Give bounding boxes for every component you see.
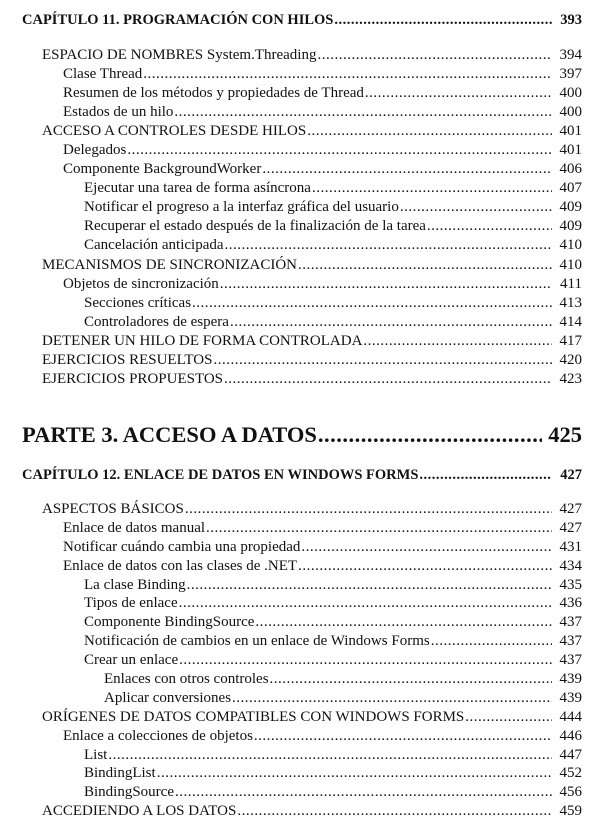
toc-entry xyxy=(42,160,582,179)
toc-entry xyxy=(42,351,582,370)
chapter-title: CAPÍTULO 12. ENLACE DE DATOS EN WINDOWS FORMS xyxy=(22,467,419,483)
page-number: 394 xyxy=(559,47,582,63)
toc-entry xyxy=(42,651,582,670)
dot-leader xyxy=(400,198,552,217)
toc-entry xyxy=(42,198,582,217)
page-number: 437 xyxy=(559,633,582,650)
entry-title: BindingSource xyxy=(84,784,174,801)
entry-title: ACCEDIENDO A LOS DATOS xyxy=(42,803,237,820)
toc-entry xyxy=(42,103,582,122)
entry-title: Controladores de espera xyxy=(84,313,229,330)
page-number: 452 xyxy=(559,765,582,782)
dot-leader xyxy=(108,746,552,765)
toc-entry xyxy=(42,370,582,389)
entry-title: Cancelación anticipada xyxy=(84,237,224,254)
page-number: 393 xyxy=(560,12,582,28)
dot-leader xyxy=(232,689,552,708)
chapter-11-heading xyxy=(22,10,582,30)
entry-title: ORÍGENES DE DATOS COMPATIBLES CON WINDOWS FORMS xyxy=(42,708,465,725)
toc-entry xyxy=(42,294,582,313)
page-number: 420 xyxy=(559,351,582,368)
toc-entry xyxy=(42,689,582,708)
page-number: 423 xyxy=(559,370,582,387)
page-number: 444 xyxy=(559,708,582,725)
toc-entry xyxy=(42,122,582,141)
dot-leader xyxy=(179,594,552,613)
entry-title: Secciones críticas xyxy=(84,294,192,311)
toc-entry xyxy=(42,141,582,160)
entry-title: ESPACIO DE NOMBRES System.Threading xyxy=(42,47,317,63)
toc-entry xyxy=(42,557,582,576)
page-number: 431 xyxy=(559,538,582,555)
entry-title: MECANISMOS DE SINCRONIZACIÓN xyxy=(42,256,298,273)
toc-entry xyxy=(42,538,582,557)
dot-leader xyxy=(127,141,552,160)
dot-leader xyxy=(185,500,552,519)
page-number: 439 xyxy=(559,689,582,706)
page-number: 409 xyxy=(559,218,582,235)
page-number: 427 xyxy=(559,519,582,536)
toc-entry xyxy=(42,65,582,84)
entry-title: Notificar cuándo cambia una propiedad xyxy=(63,538,301,555)
entry-title: Clase Thread xyxy=(63,66,143,83)
page-number: 414 xyxy=(559,313,582,330)
toc-entry xyxy=(42,519,582,538)
page-number: 427 xyxy=(559,501,582,517)
entry-title: Componente BindingSource xyxy=(84,614,255,631)
chapter-title: CAPÍTULO 11. PROGRAMACIÓN CON HILOS xyxy=(22,12,334,28)
dot-leader xyxy=(224,370,552,389)
toc-entry xyxy=(42,632,582,651)
toc-entry xyxy=(42,802,582,821)
part-3-heading xyxy=(22,421,582,449)
page-number: 406 xyxy=(559,161,582,178)
toc-entry xyxy=(42,708,582,727)
dot-leader xyxy=(175,783,552,802)
entry-title: BindingList xyxy=(84,765,156,782)
page-number: 400 xyxy=(559,85,582,102)
toc-entry xyxy=(42,500,582,519)
page-number: 437 xyxy=(559,652,582,669)
entry-title: Delegados xyxy=(63,142,127,159)
dot-leader xyxy=(365,84,552,103)
entry-title: Enlace a colecciones de objetos xyxy=(63,727,253,744)
entry-title: EJERCICIOS PROPUESTOS xyxy=(42,370,224,387)
page-number: 427 xyxy=(560,467,582,483)
toc-entry xyxy=(42,179,582,198)
toc-entry xyxy=(42,783,582,802)
dot-leader xyxy=(225,236,552,255)
toc-entry xyxy=(42,613,582,632)
page-number: 407 xyxy=(559,180,582,197)
entry-title: Notificar el progreso a la interfaz gráfica del usuario xyxy=(84,199,399,216)
chapter-12-entries xyxy=(42,500,582,821)
page-number: 434 xyxy=(559,557,582,574)
entry-title: Enlace de datos manual xyxy=(63,519,206,536)
page-number: 425 xyxy=(548,422,582,447)
dot-leader xyxy=(262,160,552,179)
toc-entry xyxy=(42,670,582,689)
entry-title: Estados de un hilo xyxy=(63,104,174,121)
toc-entry xyxy=(42,746,582,765)
toc-entry xyxy=(42,256,582,275)
page-number: 439 xyxy=(559,671,582,688)
toc-entry xyxy=(42,236,582,255)
dot-leader xyxy=(298,557,552,576)
chapter-12-heading xyxy=(22,465,582,485)
page-number: 456 xyxy=(559,784,582,801)
page-number: 413 xyxy=(559,294,582,311)
chapter-11-entries xyxy=(42,46,582,389)
dot-leader xyxy=(230,313,552,332)
dot-leader xyxy=(206,519,552,538)
toc-entry xyxy=(42,46,582,65)
page-number: 410 xyxy=(559,237,582,254)
toc-entry xyxy=(42,576,582,595)
dot-leader xyxy=(427,217,552,236)
entry-title: Recuperar el estado después de la finalización de la tarea xyxy=(84,218,426,235)
page-number: 401 xyxy=(559,123,582,140)
page-number: 436 xyxy=(559,595,582,612)
page-number: 437 xyxy=(559,614,582,631)
toc-entry xyxy=(42,84,582,103)
dot-leader xyxy=(255,613,552,632)
dot-leader xyxy=(192,294,552,313)
page-number: 411 xyxy=(560,275,582,292)
toc-entry xyxy=(42,332,582,351)
entry-title: DETENER UN HILO DE FORMA CONTROLADA xyxy=(42,332,363,349)
page-number: 410 xyxy=(559,256,582,273)
dot-leader xyxy=(174,103,552,122)
entry-title: Notificación de cambios en un enlace de Windows Forms xyxy=(84,633,430,650)
dot-leader xyxy=(363,332,552,351)
dot-leader xyxy=(465,708,552,727)
toc-entry xyxy=(42,275,582,294)
dot-leader xyxy=(179,651,552,670)
entry-title: ACCESO A CONTROLES DESDE HILOS xyxy=(42,123,307,140)
dot-leader xyxy=(334,10,552,30)
toc-entry xyxy=(42,217,582,236)
page-number: 435 xyxy=(559,576,582,593)
toc-entry xyxy=(42,313,582,332)
entry-title: Crear un enlace xyxy=(84,652,179,669)
dot-leader xyxy=(312,179,552,198)
dot-leader xyxy=(301,538,552,557)
dot-leader xyxy=(298,256,552,275)
dot-leader xyxy=(157,764,552,783)
page-number: 446 xyxy=(559,727,582,744)
dot-leader xyxy=(270,670,552,689)
dot-leader xyxy=(254,727,552,746)
toc-entry xyxy=(42,594,582,613)
entry-title: Enlaces con otros controles xyxy=(104,671,269,688)
entry-title: ASPECTOS BÁSICOS xyxy=(42,501,184,517)
dot-leader xyxy=(318,421,542,449)
page-number: 459 xyxy=(559,803,582,820)
part-title: PARTE 3. ACCESO A DATOS xyxy=(22,422,317,447)
toc-entry xyxy=(42,764,582,783)
dot-leader xyxy=(220,275,552,294)
dot-leader xyxy=(237,802,552,821)
entry-title: La clase Binding xyxy=(84,576,186,593)
page-number: 417 xyxy=(559,332,582,349)
entry-title: Enlace de datos con las clases de .NET xyxy=(63,557,298,574)
entry-title: Componente BackgroundWorker xyxy=(63,161,262,178)
dot-leader xyxy=(317,46,552,65)
page-number: 401 xyxy=(559,142,582,159)
entry-title: List xyxy=(84,746,108,763)
dot-leader xyxy=(431,632,552,651)
dot-leader xyxy=(187,576,552,595)
dot-leader xyxy=(307,122,552,141)
page-number: 447 xyxy=(559,746,582,763)
entry-title: Ejecutar una tarea de forma asíncrona xyxy=(84,180,311,197)
dot-leader xyxy=(143,65,552,84)
entry-title: EJERCICIOS RESUELTOS xyxy=(42,351,213,368)
dot-leader xyxy=(419,465,552,485)
entry-title: Resumen de los métodos y propiedades de Thread xyxy=(63,85,364,102)
page-number: 400 xyxy=(559,104,582,121)
toc-entry xyxy=(42,727,582,746)
entry-title: Aplicar conversiones xyxy=(104,689,232,706)
page-number: 397 xyxy=(559,66,582,83)
page-number: 409 xyxy=(559,199,582,216)
entry-title: Tipos de enlace xyxy=(84,595,178,612)
entry-title: Objetos de sincronización xyxy=(63,275,219,292)
dot-leader xyxy=(213,351,552,370)
